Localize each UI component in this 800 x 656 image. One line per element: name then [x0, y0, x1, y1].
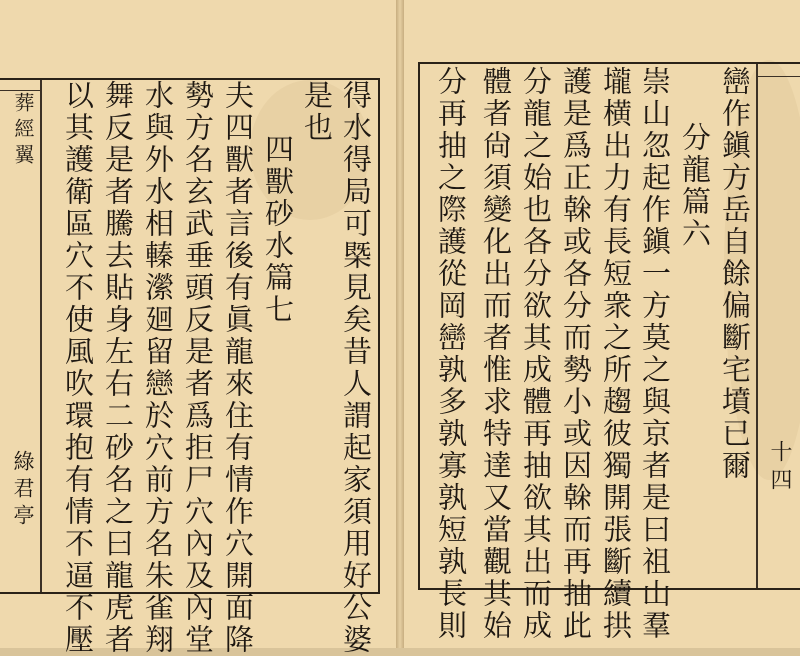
- text-column: 壠横出力有長短衆之所趨彼獨開張斷續拱: [599, 66, 633, 642]
- text-column: 水與外水相轃瀠廻留戀於穴前方名朱雀翔: [141, 80, 175, 656]
- top-rule: [0, 90, 42, 91]
- text-column: 巒作鎭方岳自餘偏斷宅墳已爾: [718, 66, 752, 482]
- margin-column-rule: [40, 80, 42, 592]
- margin-title: 葬經翼: [11, 92, 35, 170]
- page-number: 十四: [767, 440, 792, 496]
- text-column: 崇山忽起作鎭一方莫之與京者是曰祖山羣: [638, 66, 672, 642]
- text-column: 分龍之始也各分欲其成體再抽欲其出而成: [519, 66, 553, 642]
- chapter-heading: 分龍篇六: [678, 122, 712, 250]
- text-column: 是也: [300, 80, 334, 144]
- text-column: 勢方名玄武垂頭反是者爲拒尸穴內及內堂: [181, 80, 215, 656]
- text-column: 分再抽之際護從岡巒孰多孰寡孰短孰長則: [434, 66, 468, 642]
- publisher-mark: 綠君亭: [11, 450, 35, 531]
- text-column: 體者尙須變化出而者惟求特達又當觀其始: [479, 66, 513, 642]
- text-column: 得水得局可槩見矣昔人謂起家須用好公婆: [339, 80, 373, 656]
- right-page: [404, 0, 800, 648]
- text-column: 夫四獸者言後有眞龍來住有情作穴開面降: [221, 80, 255, 656]
- text-column: 舞反是者騰去貼身左右二砂名之曰龍虎者: [101, 80, 135, 656]
- text-column: 護是爲正榦或各分而勢小或因榦而再抽此: [559, 66, 593, 642]
- top-rule: [756, 76, 800, 77]
- chapter-heading: 四獸砂水篇七: [261, 134, 295, 326]
- margin-column-rule: [756, 64, 758, 588]
- text-column: 以其護衛區穴不使風吹環抱有情不逼不壓: [61, 80, 95, 656]
- left-page: [0, 0, 398, 656]
